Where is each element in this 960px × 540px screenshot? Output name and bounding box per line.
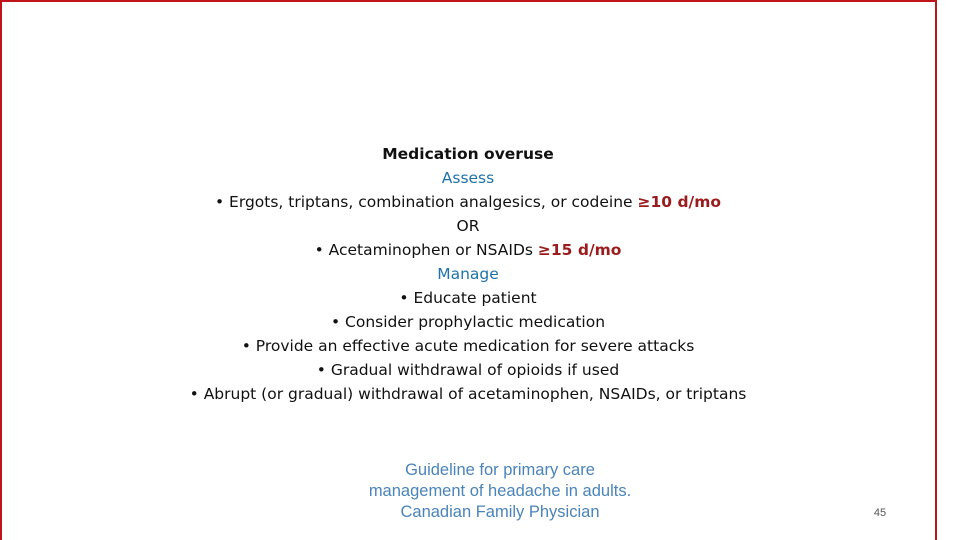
manage-item: • Consider prophylactic medication [330, 313, 606, 331]
assess-item-ergots [0, 190, 936, 214]
page-number: 45 [873, 507, 887, 519]
slide-title: Medication overuse [382, 145, 554, 163]
slide-border-top [0, 0, 936, 2]
slide-content [0, 142, 936, 406]
assess-item-acetaminophen-text: • Acetaminophen or NSAIDs [314, 241, 538, 259]
manage-heading: Manage [437, 265, 499, 283]
manage-item: • Provide an effective acute medication for severe attacks [241, 337, 695, 355]
citation-line-1: Guideline for primary care [405, 461, 595, 479]
assess-item-ergots-threshold: ≥10 d/mo [637, 193, 721, 211]
assess-item-acetaminophen-threshold: ≥15 d/mo [537, 241, 622, 259]
assess-heading: Assess [441, 169, 495, 187]
manage-item: • Educate patient [399, 289, 537, 307]
citation-link[interactable] [340, 460, 660, 523]
assess-item-acetaminophen [0, 238, 936, 262]
assess-or: OR [456, 217, 480, 235]
assess-item-ergots-text: • Ergots, triptans, combination analgesics, or codeine [214, 193, 638, 211]
manage-item: • Gradual withdrawal of opioids if used [316, 361, 620, 379]
citation-line-3: Canadian Family Physician [400, 503, 600, 521]
citation-line-2: management of headache in adults. [368, 482, 632, 500]
manage-item: • Abrupt (or gradual) withdrawal of acetaminophen, NSAIDs, or triptans [189, 385, 747, 403]
